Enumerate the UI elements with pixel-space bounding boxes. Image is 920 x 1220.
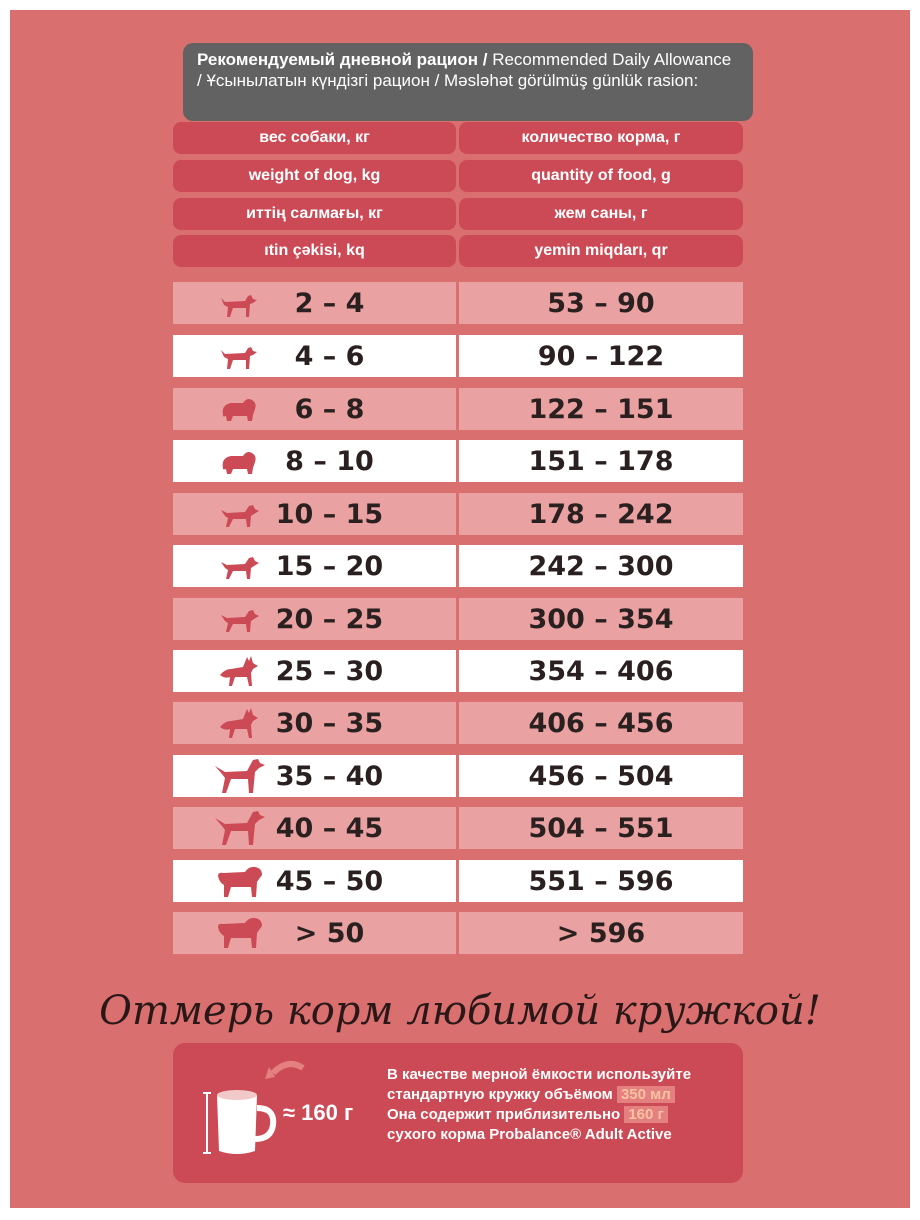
mug-line-3: Она содержит приблизительно — [387, 1106, 621, 1123]
food-cell: 242 – 300 — [459, 545, 743, 587]
weight-value: 8 – 10 — [285, 445, 374, 477]
header-weight-az: ıtin çəkisi, kq — [173, 235, 456, 267]
pointer-icon — [213, 808, 267, 848]
spitz-icon — [217, 395, 261, 425]
shepherd-icon — [217, 705, 261, 741]
weight-cell — [173, 702, 456, 744]
spitz-icon — [217, 448, 261, 478]
weight-cell — [173, 335, 456, 377]
weight-value: 20 – 25 — [275, 603, 384, 635]
food-cell: 354 – 406 — [459, 650, 743, 692]
food-cell: 300 – 354 — [459, 598, 743, 640]
food-cell: 551 – 596 — [459, 860, 743, 902]
mug-description — [387, 1065, 732, 1145]
title-box — [183, 43, 753, 121]
weight-value: 15 – 20 — [275, 550, 384, 582]
approx-grams: ≈ 160 г — [283, 1100, 354, 1125]
mug-info-box — [173, 1043, 743, 1183]
slogan: Отмерь корм любимой кружкой! — [99, 988, 821, 1034]
mastiff-icon — [215, 864, 265, 900]
food-cell: 456 – 504 — [459, 755, 743, 797]
weight-value: > 50 — [294, 917, 365, 949]
food-cell: 504 – 551 — [459, 807, 743, 849]
weight-cell — [173, 598, 456, 640]
mastiff-icon — [215, 915, 265, 951]
food-cell: 122 – 151 — [459, 388, 743, 430]
food-cell: 151 – 178 — [459, 440, 743, 482]
food-cell: > 596 — [459, 912, 743, 954]
weight-value: 10 – 15 — [275, 498, 384, 530]
header-weight-ru: вес собаки, кг — [173, 122, 456, 154]
weight-value: 4 – 6 — [294, 340, 365, 372]
weight-value: 40 – 45 — [275, 812, 384, 844]
weight-cell — [173, 282, 456, 324]
food-cell: 406 – 456 — [459, 702, 743, 744]
weight-cell — [173, 440, 456, 482]
header-food-az: yemin miqdarı, qr — [459, 235, 743, 267]
medium-dog-icon — [217, 605, 261, 635]
shepherd-icon — [217, 653, 261, 689]
header-weight-kk: иттің салмағы, кг — [173, 198, 456, 230]
weight-value: 6 – 8 — [294, 393, 365, 425]
title-rest: Recommended Daily Allowance / Ұсынылатын күндізгі рацион / Məsləhət görülmüş günlük rasion: — [197, 50, 732, 90]
weight-value: 2 – 4 — [294, 287, 365, 319]
mug-line-4: сухого корма Probalance® Adult Active — [387, 1126, 672, 1143]
page — [10, 10, 910, 1208]
weight-cell — [173, 650, 456, 692]
header-weight-en: weight of dog, kg — [173, 160, 456, 192]
header-food-kk: жем саны, г — [459, 198, 743, 230]
weight-cell — [173, 545, 456, 587]
small-terrier-icon — [217, 342, 261, 372]
weight-value: 35 – 40 — [275, 760, 384, 792]
header-food-ru: количество корма, г — [459, 122, 743, 154]
pointer-icon — [213, 756, 267, 796]
mug-line-2: стандартную кружку объёмом — [387, 1086, 613, 1103]
weight-value: 30 – 35 — [275, 707, 384, 739]
food-cell: 53 – 90 — [459, 282, 743, 324]
weight-cell — [173, 493, 456, 535]
mug-line-1: В качестве мерной ёмкости используйте — [387, 1066, 692, 1083]
weight-cell — [173, 388, 456, 430]
food-cell: 90 – 122 — [459, 335, 743, 377]
medium-dog-icon — [217, 552, 261, 582]
medium-dog-icon — [217, 500, 261, 530]
weight-value: 45 – 50 — [275, 865, 384, 897]
mug-volume: 350 мл — [617, 1086, 675, 1103]
weight-value: 25 – 30 — [275, 655, 384, 687]
header-food-en: quantity of food, g — [459, 160, 743, 192]
mug-grams: 160 г — [624, 1106, 667, 1123]
food-cell: 178 – 242 — [459, 493, 743, 535]
small-terrier-icon — [217, 290, 261, 320]
title-bold: Рекомендуемый дневной рацион / — [197, 50, 493, 69]
